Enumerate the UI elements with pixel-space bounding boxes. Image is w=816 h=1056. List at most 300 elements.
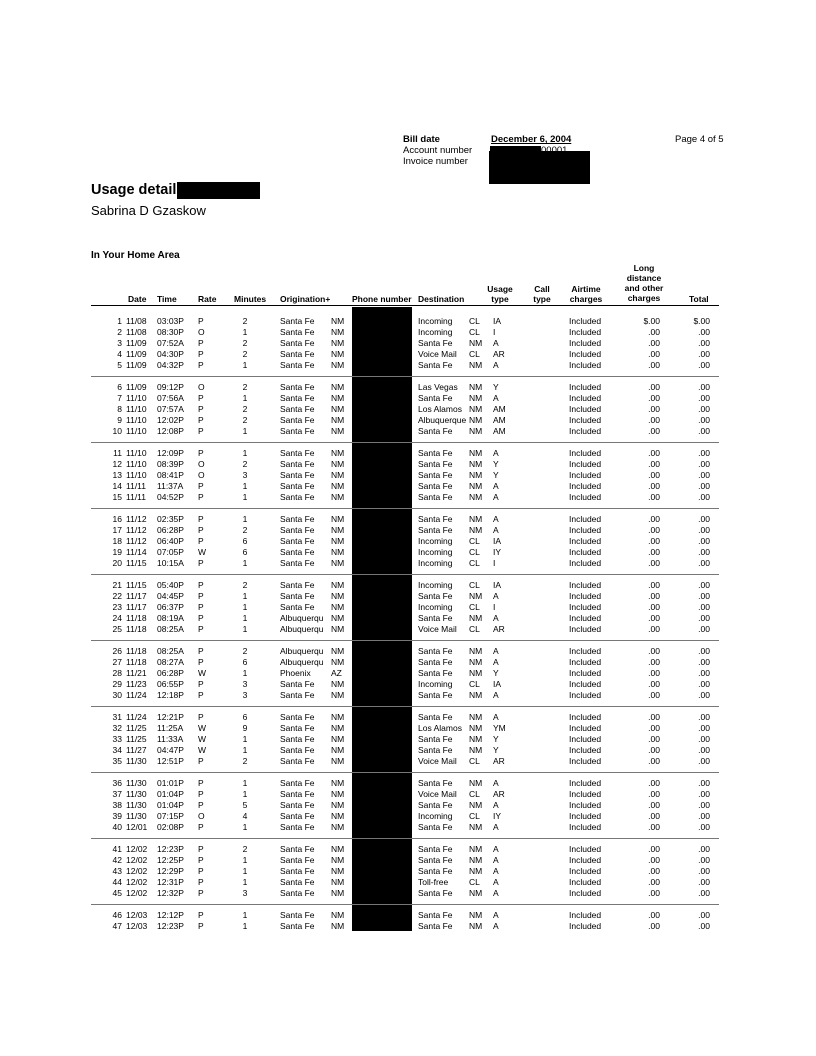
cell-minutes: 2 [242, 349, 248, 359]
cell-time: 07:57A [157, 404, 184, 414]
cell-minutes: 1 [242, 668, 248, 678]
cell-rate: P [198, 690, 204, 700]
cell-total: .00 [698, 844, 710, 854]
cell-origination-city: Santa Fe [280, 514, 315, 524]
cell-minutes: 1 [242, 866, 248, 876]
cell-long-distance-charges: .00 [648, 723, 660, 733]
cell-usage-type: AM [493, 415, 506, 425]
cell-rate: O [198, 327, 205, 337]
cell-minutes: 1 [242, 481, 248, 491]
cell-destination-city: Toll-free [418, 877, 449, 887]
cell-long-distance-charges: .00 [648, 525, 660, 535]
cell-total: .00 [698, 855, 710, 865]
cell-origination-state: NM [331, 712, 345, 722]
group-divider [91, 772, 719, 773]
cell-total: .00 [698, 624, 710, 634]
cell-destination-state: NM [469, 657, 483, 667]
cell-rate: W [198, 668, 207, 678]
cell-date: 12/03 [126, 921, 148, 931]
group-divider [91, 442, 719, 443]
cell-date: 11/25 [126, 723, 147, 733]
cell-minutes: 1 [242, 591, 248, 601]
cell-time: 08:25A [157, 646, 184, 656]
cell-destination-state: NM [469, 888, 483, 898]
cell-minutes: 1 [242, 426, 248, 436]
cell-long-distance-charges: .00 [648, 745, 660, 755]
cell-time: 10:15A [157, 558, 184, 568]
section-heading: In Your Home Area [91, 250, 180, 261]
cell-row-number: 13 [112, 470, 122, 480]
cell-destination-state: CL [469, 877, 480, 887]
cell-origination-city: Santa Fe [280, 789, 315, 799]
cell-origination-state: NM [331, 338, 345, 348]
cell-date: 11/11 [126, 492, 147, 502]
cell-destination-state: NM [469, 745, 483, 755]
cell-minutes: 3 [242, 690, 248, 700]
account-number-label: Account number [403, 145, 473, 156]
cell-origination-city: Albuquerqu [280, 613, 324, 623]
cell-row-number: 45 [112, 888, 122, 898]
cell-long-distance-charges: .00 [648, 558, 660, 568]
cell-destination-city: Incoming [418, 327, 453, 337]
cell-usage-type: A [493, 910, 499, 920]
cell-usage-type: AR [493, 789, 505, 799]
cell-origination-state: NM [331, 811, 345, 821]
cell-origination-city: Santa Fe [280, 602, 315, 612]
cell-destination-city: Santa Fe [418, 360, 453, 370]
cell-origination-city: Santa Fe [280, 525, 315, 535]
cell-total: .00 [698, 327, 710, 337]
group-divider [91, 376, 719, 377]
cell-usage-type: A [493, 822, 499, 832]
cell-destination-state: NM [469, 822, 483, 832]
cell-airtime-charges: Included [569, 921, 602, 931]
cell-destination-state: NM [469, 778, 483, 788]
cell-origination-state: NM [331, 470, 345, 480]
cell-long-distance-charges: .00 [648, 580, 660, 590]
cell-date: 11/10 [126, 459, 147, 469]
cell-total: .00 [698, 888, 710, 898]
cell-destination-state: CL [469, 756, 480, 766]
cell-row-number: 24 [112, 613, 122, 623]
cell-rate: W [198, 723, 207, 733]
cell-long-distance-charges: .00 [648, 360, 660, 370]
cell-destination-city: Las Vegas [418, 382, 458, 392]
cell-total: .00 [698, 558, 710, 568]
cell-row-number: 9 [117, 415, 122, 425]
cell-destination-state: CL [469, 679, 480, 689]
cell-time: 12:12P [157, 910, 184, 920]
cell-origination-city: Santa Fe [280, 866, 315, 876]
cell-destination-state: NM [469, 866, 483, 876]
cell-total: .00 [698, 646, 710, 656]
cell-airtime-charges: Included [569, 778, 602, 788]
cell-long-distance-charges: .00 [648, 866, 660, 876]
cell-origination-state: NM [331, 690, 345, 700]
cell-date: 12/02 [126, 877, 148, 887]
cell-usage-type: YM [493, 723, 506, 733]
cell-destination-city: Santa Fe [418, 393, 453, 403]
cell-time: 07:52A [157, 338, 184, 348]
cell-time: 08:19A [157, 613, 184, 623]
cell-usage-type: A [493, 613, 499, 623]
cell-origination-state: NM [331, 404, 345, 414]
cell-time: 01:04P [157, 789, 184, 799]
cell-date: 12/02 [126, 888, 148, 898]
cell-destination-city: Voice Mail [418, 349, 457, 359]
cell-row-number: 42 [112, 855, 122, 865]
cell-usage-type: AR [493, 756, 505, 766]
cell-airtime-charges: Included [569, 910, 602, 920]
cell-usage-type: Y [493, 382, 499, 392]
cell-airtime-charges: Included [569, 800, 602, 810]
cell-row-number: 33 [112, 734, 122, 744]
group-divider [91, 838, 719, 839]
cell-time: 06:40P [157, 536, 184, 546]
cell-date: 11/09 [126, 360, 147, 370]
cell-origination-state: NM [331, 734, 345, 744]
cell-time: 12:23P [157, 844, 184, 854]
cell-origination-city: Phoenix [280, 668, 311, 678]
cell-destination-city: Santa Fe [418, 910, 453, 920]
cell-time: 12:02P [157, 415, 184, 425]
cell-usage-type: A [493, 855, 499, 865]
cell-time: 08:25A [157, 624, 184, 634]
cell-row-number: 16 [112, 514, 122, 524]
cell-total: .00 [698, 789, 710, 799]
cell-destination-city: Santa Fe [418, 734, 453, 744]
cell-row-number: 32 [112, 723, 122, 733]
cell-airtime-charges: Included [569, 866, 602, 876]
cell-destination-city: Santa Fe [418, 822, 453, 832]
cell-total: .00 [698, 382, 710, 392]
cell-time: 07:05P [157, 547, 184, 557]
cell-rate: P [198, 349, 204, 359]
cell-total: .00 [698, 679, 710, 689]
cell-origination-city: Santa Fe [280, 338, 315, 348]
cell-destination-state: NM [469, 525, 483, 535]
cell-destination-city: Santa Fe [418, 778, 453, 788]
cell-date: 11/27 [126, 745, 147, 755]
cell-long-distance-charges: .00 [648, 789, 660, 799]
group-divider [91, 508, 719, 509]
cell-usage-type: IA [493, 316, 502, 326]
cell-origination-city: Santa Fe [280, 591, 315, 601]
group-divider [91, 640, 719, 641]
cell-long-distance-charges: .00 [648, 415, 660, 425]
cell-total: .00 [698, 866, 710, 876]
cell-airtime-charges: Included [569, 404, 602, 414]
cell-row-number: 22 [112, 591, 122, 601]
cell-usage-type: I [493, 602, 496, 612]
cell-date: 11/30 [126, 789, 147, 799]
cell-total: .00 [698, 580, 710, 590]
cell-usage-type: A [493, 646, 499, 656]
cell-time: 06:37P [157, 602, 184, 612]
cell-date: 11/30 [126, 778, 147, 788]
cell-origination-city: Santa Fe [280, 393, 315, 403]
cell-time: 12:21P [157, 712, 184, 722]
cell-destination-state: CL [469, 602, 480, 612]
cell-long-distance-charges: .00 [648, 877, 660, 887]
cell-rate: P [198, 514, 204, 524]
cell-origination-city: Albuquerqu [280, 657, 324, 667]
cell-time: 07:56A [157, 393, 184, 403]
cell-date: 11/08 [126, 316, 147, 326]
header-rule [91, 305, 719, 306]
cell-destination-city: Los Alamos [418, 404, 462, 414]
cell-date: 11/30 [126, 811, 147, 821]
cell-airtime-charges: Included [569, 349, 602, 359]
cell-long-distance-charges: .00 [648, 602, 660, 612]
cell-rate: P [198, 800, 204, 810]
cell-destination-city: Incoming [418, 547, 453, 557]
cell-total: .00 [698, 415, 710, 425]
cell-usage-type: A [493, 591, 499, 601]
bill-date-value: December 6, 2004 [491, 134, 572, 145]
cell-airtime-charges: Included [569, 470, 602, 480]
cell-rate: O [198, 811, 205, 821]
cell-origination-state: NM [331, 591, 345, 601]
cell-minutes: 1 [242, 921, 248, 931]
cell-total: .00 [698, 921, 710, 931]
cell-rate: P [198, 712, 204, 722]
cell-destination-city: Voice Mail [418, 789, 457, 799]
cell-time: 04:30P [157, 349, 184, 359]
cell-rate: P [198, 822, 204, 832]
cell-airtime-charges: Included [569, 492, 602, 502]
cell-destination-state: NM [469, 338, 483, 348]
cell-usage-type: AM [493, 426, 506, 436]
cell-usage-type: IA [493, 679, 502, 689]
cell-origination-state: NM [331, 613, 345, 623]
cell-date: 11/10 [126, 393, 147, 403]
cell-origination-state: NM [331, 855, 345, 865]
cell-minutes: 3 [242, 679, 248, 689]
cell-long-distance-charges: .00 [648, 382, 660, 392]
cell-origination-state: NM [331, 492, 345, 502]
cell-total: .00 [698, 360, 710, 370]
cell-long-distance-charges: .00 [648, 910, 660, 920]
cell-usage-type: A [493, 800, 499, 810]
cell-origination-state: NM [331, 525, 345, 535]
cell-total: .00 [698, 877, 710, 887]
cell-rate: P [198, 877, 204, 887]
cell-time: 08:27A [157, 657, 184, 667]
cell-origination-city: Santa Fe [280, 470, 315, 480]
cell-origination-state: AZ [331, 668, 342, 678]
cell-rate: P [198, 591, 204, 601]
cell-long-distance-charges: $.00 [643, 316, 660, 326]
col-header-total: Total [689, 294, 709, 304]
cell-total: .00 [698, 668, 710, 678]
cell-total: .00 [698, 547, 710, 557]
cell-time: 06:28P [157, 525, 184, 535]
cell-airtime-charges: Included [569, 525, 602, 535]
cell-date: 12/03 [126, 910, 148, 920]
cell-date: 11/12 [126, 536, 147, 546]
cell-usage-type: A [493, 888, 499, 898]
cell-airtime-charges: Included [569, 624, 602, 634]
cell-date: 11/15 [126, 558, 147, 568]
cell-destination-state: NM [469, 470, 483, 480]
cell-usage-type: Y [493, 668, 499, 678]
cell-usage-type: A [493, 657, 499, 667]
cell-rate: P [198, 679, 204, 689]
cell-airtime-charges: Included [569, 558, 602, 568]
cell-rate: P [198, 855, 204, 865]
cell-origination-state: NM [331, 657, 345, 667]
cell-minutes: 1 [242, 327, 248, 337]
redaction-box [489, 151, 590, 184]
cell-row-number: 14 [112, 481, 122, 491]
cell-airtime-charges: Included [569, 888, 602, 898]
cell-row-number: 18 [112, 536, 122, 546]
cell-airtime-charges: Included [569, 602, 602, 612]
cell-usage-type: A [493, 481, 499, 491]
cell-airtime-charges: Included [569, 426, 602, 436]
cell-date: 12/01 [126, 822, 148, 832]
cell-total: .00 [698, 349, 710, 359]
cell-time: 11:33A [157, 734, 184, 744]
cell-row-number: 46 [112, 910, 122, 920]
cell-usage-type: IY [493, 547, 502, 557]
cell-origination-state: NM [331, 558, 345, 568]
cell-row-number: 36 [112, 778, 122, 788]
cell-rate: P [198, 756, 204, 766]
cell-minutes: 6 [242, 657, 248, 667]
cell-time: 08:39P [157, 459, 184, 469]
cell-destination-city: Santa Fe [418, 613, 453, 623]
cell-destination-state: CL [469, 558, 480, 568]
cell-minutes: 6 [242, 547, 248, 557]
cell-minutes: 2 [242, 525, 248, 535]
cell-origination-city: Santa Fe [280, 492, 315, 502]
cell-long-distance-charges: .00 [648, 404, 660, 414]
cell-destination-state: NM [469, 591, 483, 601]
cell-long-distance-charges: .00 [648, 492, 660, 502]
cell-rate: P [198, 624, 204, 634]
cell-airtime-charges: Included [569, 690, 602, 700]
cell-rate: P [198, 525, 204, 535]
cell-destination-city: Santa Fe [418, 745, 453, 755]
cell-time: 01:01P [157, 778, 184, 788]
cell-time: 04:32P [157, 360, 184, 370]
cell-destination-city: Incoming [418, 536, 453, 546]
cell-minutes: 1 [242, 360, 248, 370]
cell-origination-city: Santa Fe [280, 811, 315, 821]
cell-long-distance-charges: .00 [648, 426, 660, 436]
cell-destination-state: NM [469, 404, 483, 414]
cell-minutes: 1 [242, 602, 248, 612]
cell-row-number: 6 [117, 382, 122, 392]
cell-rate: P [198, 602, 204, 612]
cell-origination-state: NM [331, 360, 345, 370]
cell-usage-type: IY [493, 811, 502, 821]
cell-row-number: 7 [117, 393, 122, 403]
cell-total: .00 [698, 470, 710, 480]
cell-time: 12:51P [157, 756, 184, 766]
cell-airtime-charges: Included [569, 316, 602, 326]
cell-destination-state: NM [469, 492, 483, 502]
cell-usage-type: IA [493, 580, 502, 590]
cell-rate: P [198, 921, 204, 931]
cell-minutes: 1 [242, 514, 248, 524]
cell-time: 08:30P [157, 327, 184, 337]
cell-time: 04:47P [157, 745, 184, 755]
cell-origination-state: NM [331, 646, 345, 656]
cell-origination-state: NM [331, 459, 345, 469]
cell-airtime-charges: Included [569, 360, 602, 370]
cell-usage-type: I [493, 558, 496, 568]
cell-total: .00 [698, 338, 710, 348]
cell-long-distance-charges: .00 [648, 393, 660, 403]
col-header-phone-number: Phone number [352, 294, 412, 304]
cell-date: 11/10 [126, 448, 147, 458]
cell-destination-city: Voice Mail [418, 624, 457, 634]
cell-rate: O [198, 459, 205, 469]
cell-airtime-charges: Included [569, 811, 602, 821]
cell-total: .00 [698, 745, 710, 755]
cell-origination-city: Santa Fe [280, 756, 315, 766]
cell-long-distance-charges: .00 [648, 536, 660, 546]
cell-long-distance-charges: .00 [648, 338, 660, 348]
cell-destination-city: Santa Fe [418, 448, 453, 458]
cell-row-number: 31 [112, 712, 122, 722]
cell-row-number: 47 [112, 921, 122, 931]
cell-origination-state: NM [331, 888, 345, 898]
cell-destination-state: NM [469, 723, 483, 733]
page-title: Usage detail [91, 182, 177, 198]
cell-airtime-charges: Included [569, 481, 602, 491]
cell-destination-city: Santa Fe [418, 855, 453, 865]
cell-total: $.00 [693, 316, 710, 326]
cell-destination-state: CL [469, 349, 480, 359]
cell-origination-city: Santa Fe [280, 745, 315, 755]
cell-usage-type: Y [493, 745, 499, 755]
cell-airtime-charges: Included [569, 855, 602, 865]
cell-destination-city: Incoming [418, 679, 453, 689]
cell-date: 12/02 [126, 866, 148, 876]
group-divider [91, 904, 719, 905]
cell-minutes: 2 [242, 382, 248, 392]
col-header-rate: Rate [198, 294, 217, 304]
cell-airtime-charges: Included [569, 415, 602, 425]
cell-long-distance-charges: .00 [648, 613, 660, 623]
cell-total: .00 [698, 404, 710, 414]
cell-origination-state: NM [331, 624, 345, 634]
cell-rate: P [198, 404, 204, 414]
cell-long-distance-charges: .00 [648, 712, 660, 722]
cell-origination-state: NM [331, 756, 345, 766]
cell-minutes: 2 [242, 316, 248, 326]
cell-time: 07:15P [157, 811, 184, 821]
cell-long-distance-charges: .00 [648, 591, 660, 601]
cell-usage-type: A [493, 338, 499, 348]
cell-airtime-charges: Included [569, 393, 602, 403]
cell-destination-state: NM [469, 382, 483, 392]
cell-origination-city: Albuquerqu [280, 624, 324, 634]
cell-origination-state: NM [331, 382, 345, 392]
page-number: Page 4 of 5 [675, 134, 724, 145]
cell-destination-state: CL [469, 536, 480, 546]
cell-minutes: 1 [242, 778, 248, 788]
cell-origination-state: NM [331, 514, 345, 524]
cell-destination-city: Santa Fe [418, 646, 453, 656]
cell-destination-city: Santa Fe [418, 514, 453, 524]
cell-rate: P [198, 844, 204, 854]
cell-origination-city: Santa Fe [280, 327, 315, 337]
